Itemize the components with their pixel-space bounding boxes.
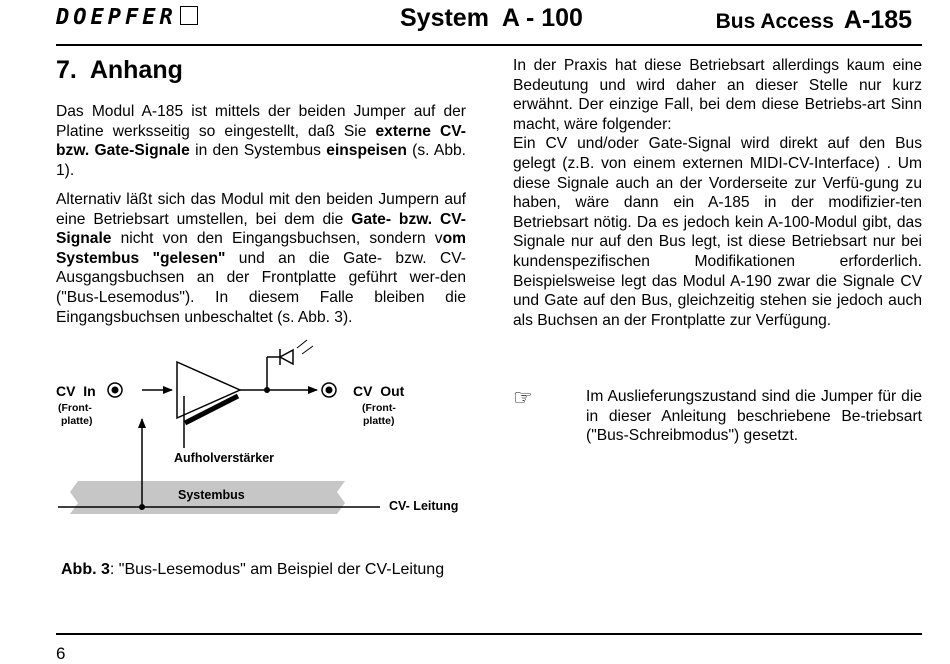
text-run: in den Systembus <box>189 142 327 160</box>
text-run: externe CV- bzw. Gate-Signale <box>56 122 466 160</box>
text-run: nicht von den Eingangsbuchsen, sondern v <box>111 230 443 248</box>
brand-logo: DOEPFER <box>56 5 198 30</box>
systembus-label: Systembus <box>178 488 245 502</box>
cv-in-front-1: (Front- <box>58 402 92 414</box>
page-number: 6 <box>56 644 66 663</box>
footer-rule <box>56 633 922 635</box>
amplifier-label: Aufholverstärker <box>174 451 275 465</box>
note-text: Im Auslieferungszustand sind die Jumper für die in dieser Anleitung beschriebene Be-triebsart ("Bus-Schreibmodus") gesetzt. <box>586 388 922 445</box>
figure-caption <box>61 561 444 579</box>
text-run: (s. Abb. 1). <box>56 142 466 179</box>
led-diode-icon <box>280 350 293 364</box>
cv-out-front-2: platte) <box>363 415 395 427</box>
led-arrow-1 <box>297 340 307 348</box>
system-title: System A - 100 <box>400 4 583 32</box>
text-run: om Systembus "gelesen" <box>56 230 466 267</box>
text-run: und an die Gate- bzw. CV-Ausgangsbuchsen an der Frontplatte geführt wer-den ("Bus-Lesemodus"). In diesem Falle bleiben die Eingangsbuchsen unbeschaltet (s. Abb. 3). <box>56 249 466 326</box>
pointing-hand-icon: ☞ <box>513 385 533 410</box>
text-run: einspeisen <box>326 142 407 160</box>
text-run: Das Modul A-185 ist mittels der beiden Jumper auf der Platine werksseitig so eingestellt, daß Sie <box>56 103 466 140</box>
led-arrow-2 <box>302 346 313 354</box>
bus-access-label: Bus Access <box>715 10 834 33</box>
section-number: 7. <box>56 56 77 84</box>
right-paragraph-1: In der Praxis hat diese Betriebsart allerdings kaum eine Bedeutung und wird daher an dieser Stelle nur kurz erwähnt. Der einzige Fall, bei dem diese Betriebs-art Sinn macht, wäre folgender: <box>513 57 922 133</box>
caption-text: : "Bus-Lesemodus" am Beispiel der CV-Leitung <box>109 561 445 578</box>
cv-in-label: CV In <box>56 383 96 399</box>
model-number: A-185 <box>843 6 912 34</box>
text-run: Gate- bzw. CV-Signale <box>56 210 467 248</box>
cv-out-front-1: (Front- <box>362 402 396 414</box>
cv-in-front-2: platte) <box>61 415 93 427</box>
cv-line-label: CV- Leitung <box>389 499 459 513</box>
section-title: Anhang <box>89 56 183 84</box>
cv-out-label: CV Out <box>353 383 405 399</box>
caption-prefix: Abb. 3 <box>61 561 110 578</box>
cv-out-jack-inner <box>326 387 333 394</box>
text-run: Alternativ läßt sich das Modul mit den beiden Jumpern auf eine Betriebsart umstellen, bei dem die <box>56 191 466 228</box>
right-paragraph-2: Ein CV und/oder Gate-Signal wird direkt auf den Bus gelegt (z.B. von einem externen MIDI-CV-Interface) . Um diese Signale auch an der Vorderseite zur Verfü-gung zu haben, wäre dann ein A-185 in der modifizier-ten Betriebsart nötig. Da es jedoch kein A-100-Modul gibt, das Signale nur auf den Bus legt, ist diese Betriebsart nur bei kundenspezifischen Modifikationen erforderlich. Beispielsweise legt das Modul A-190 zwar die Signale CV und Gate auf den Bus, gleichzeitig stehen sie jedoch auch als Buchsen an der Frontplatte zur Verfügung. <box>513 135 922 329</box>
cv-in-jack-inner <box>112 387 119 394</box>
